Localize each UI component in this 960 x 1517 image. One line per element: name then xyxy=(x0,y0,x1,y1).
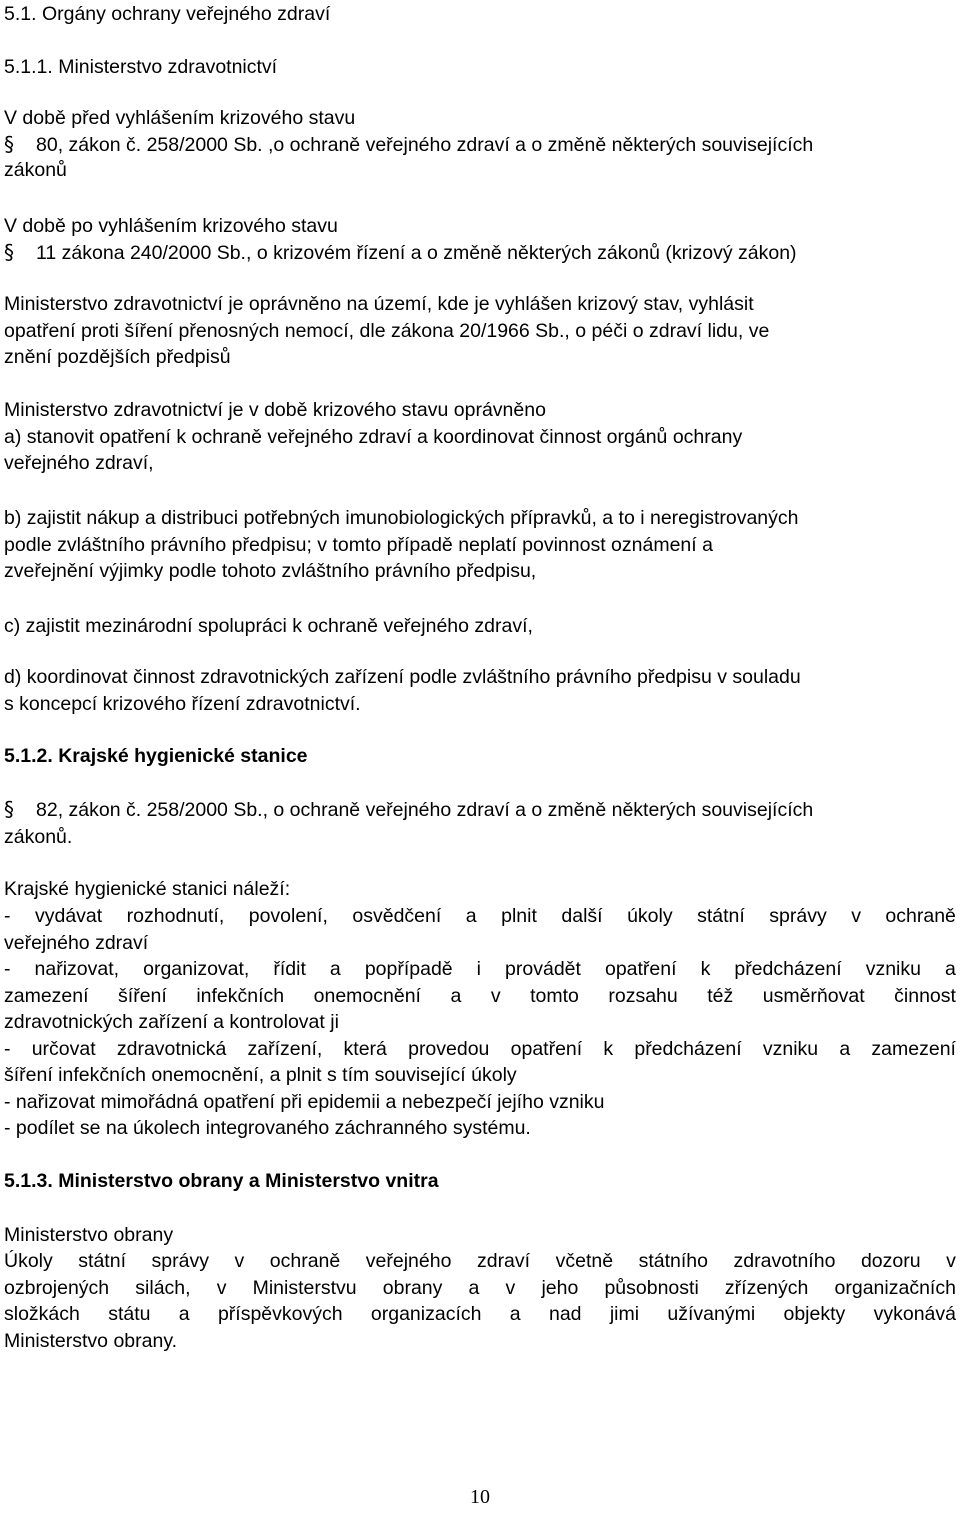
text-line: šíření infekčních onemocnění, a plnit s tím související úkoly xyxy=(4,1064,517,1086)
text-line: zamezení šíření infekčních onemocnění a v tomto rozsahu též usměrňovat činnost xyxy=(4,984,956,1007)
subsection-title-hygiene-stations: 5.1.2. Krajské hygienické stanice xyxy=(4,745,308,767)
before-crisis-law-line xyxy=(4,131,813,158)
text-line: a) stanovit opatření k ochraně veřejného zdraví a koordinovat činnost orgánů ochrany xyxy=(4,425,743,448)
ministry-defense-paragraph xyxy=(4,1248,956,1354)
text-line: veřejného zdraví, xyxy=(4,452,154,474)
law-reference-continuation: zákonů. xyxy=(4,826,73,848)
paragraph-symbol-icon: § xyxy=(4,797,14,821)
text-line: opatření proti šíření přenosných nemocí, dle zákona 20/1966 Sb., o péči o zdraví lidu, ve xyxy=(4,319,770,342)
authorized-paragraph xyxy=(4,397,956,477)
law-reference-continuation: zákonů xyxy=(4,159,67,181)
paragraph-symbol-icon: § xyxy=(4,132,14,156)
text-line: Ministerstvo zdravotnictví je oprávněno na území, kde je vyhlášen krizový stav, vyhlásit xyxy=(4,293,754,315)
text-line: b) zajistit nákup a distribuci potřebných imunobiologických přípravků, a to i neregistrovaných xyxy=(4,507,799,529)
text-line: zveřejnění výjimky podle tohoto zvláštního právního předpisu, xyxy=(4,560,537,582)
law-reference: 82, zákon č. 258/2000 Sb., o ochraně veřejného zdraví a o změně některých souvisejících xyxy=(36,799,814,821)
text-line: - podílet se na úkolech integrovaného záchranného systému. xyxy=(4,1117,531,1139)
text-line: s koncepcí krizového řízení zdravotnictví. xyxy=(4,692,361,715)
ministry-defense-heading: Ministerstvo obrany xyxy=(4,1224,174,1246)
after-crisis-law-line xyxy=(4,239,797,266)
text-line: Úkoly státní správy v ochraně veřejného zdraví včetně státního zdravotního dozoru v xyxy=(4,1250,956,1272)
text-line: složkách státu a příspěvkových organizacích a nad jimi užívanými objekty vykonává xyxy=(4,1303,956,1325)
item-d-paragraph xyxy=(4,664,956,717)
law-reference: 11 zákona 240/2000 Sb., o krizovém řízení a o změně některých zákonů (krizový zákon) xyxy=(36,242,797,264)
text-line: zdravotnických zařízení a kontrolovat ji xyxy=(4,1011,339,1033)
text-line: podle zvláštního právního předpisu; v tomto případě neplatí povinnost oznámení a xyxy=(4,533,713,556)
after-crisis-heading: V době po vyhlášením krizového stavu xyxy=(4,215,338,237)
text-line: - určovat zdravotnická zařízení, která provedou opatření k předcházení vzniku a zamezení xyxy=(4,1037,956,1060)
law-reference: 80, zákon č. 258/2000 Sb. ,o ochraně veřejného zdraví a o změně některých souvisejících xyxy=(36,134,814,156)
text-line: Ministerstvo zdravotnictví je v době krizového stavu oprávněno xyxy=(4,399,546,421)
text-line: d) koordinovat činnost zdravotnických zařízení podle zvláštního právního předpisu v souladu xyxy=(4,666,801,688)
section-title: 5.1. Orgány ochrany veřejného zdraví xyxy=(4,3,331,25)
text-line: ozbrojených silách, v Ministerstvu obrany a v jeho působnosti zřízených organizačních xyxy=(4,1276,956,1299)
hygiene-law-line xyxy=(4,796,813,823)
before-crisis-heading: V době před vyhlášením krizového stavu xyxy=(4,107,356,129)
text-line: Ministerstvo obrany. xyxy=(4,1329,178,1352)
item-b-paragraph xyxy=(4,505,956,585)
paragraph-symbol-icon: § xyxy=(4,240,14,264)
text-line: - nařizovat mimořádná opatření při epidemii a nebezpečí jejího vzniku xyxy=(4,1090,605,1113)
text-line: veřejného zdraví xyxy=(4,931,149,954)
item-c-paragraph: c) zajistit mezinárodní spolupráci k ochraně veřejného zdraví, xyxy=(4,615,533,637)
subsection-title-defense-interior: 5.1.3. Ministerstvo obrany a Ministerstvo vnitra xyxy=(4,1170,439,1192)
hygiene-duties-list xyxy=(4,903,956,1142)
text-line: - vydávat rozhodnutí, povolení, osvědčení a plnit další úkoly státní správy v ochraně xyxy=(4,905,956,927)
page-number: 10 xyxy=(470,1486,490,1508)
subsection-title-ministry-health: 5.1.1. Ministerstvo zdravotnictví xyxy=(4,56,278,78)
hygiene-duties-intro: Krajské hygienické stanici náleží: xyxy=(4,878,291,900)
ministry-paragraph xyxy=(4,291,956,371)
text-line: znění pozdějších předpisů xyxy=(4,346,231,368)
text-line: - nařizovat, organizovat, řídit a popřípadě i provádět opatření k předcházení vzniku a xyxy=(4,958,956,980)
